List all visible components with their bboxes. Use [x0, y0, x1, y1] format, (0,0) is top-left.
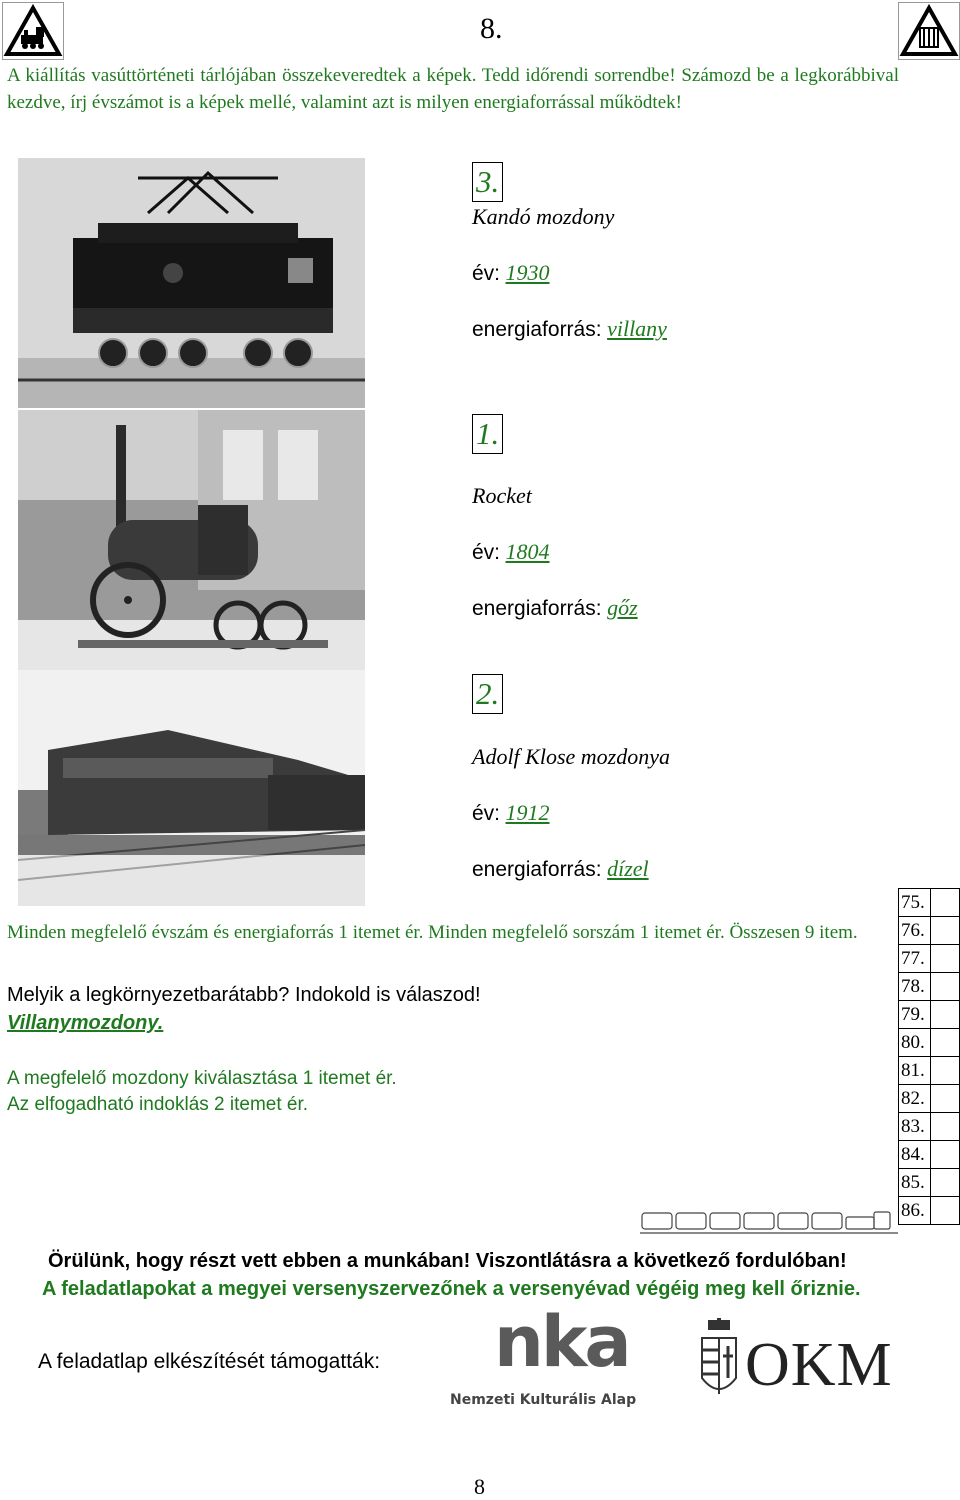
score-box[interactable] — [931, 1169, 960, 1197]
score-box[interactable] — [931, 917, 960, 945]
score-row-number: 76. — [899, 917, 931, 945]
score-row — [899, 1001, 960, 1029]
train-decoration-icon — [640, 1208, 898, 1236]
card-2-name: Rocket — [472, 483, 532, 508]
closing-message: Örülünk, hogy részt vett ebben a munkában! Viszontlátásra a következő fordulóban! — [48, 1250, 847, 1272]
score-row — [899, 1029, 960, 1057]
score-row-number: 85. — [899, 1169, 931, 1197]
score-row — [899, 1057, 960, 1085]
score-row-number: 75. — [899, 889, 931, 917]
score-row — [899, 889, 960, 917]
score-row — [899, 917, 960, 945]
task-number: 8. — [480, 12, 503, 45]
task-instructions: A kiállítás vasúttörténeti tárlójában összekeveredtek a képek. Tedd időrendi sorrendbe! Számozd be a legkorábbival kezdve, írj évszámot is a képek mellé, valamint azt is milyen energiaforrással működtek! — [7, 65, 899, 113]
score-box[interactable] — [931, 973, 960, 1001]
score-box[interactable] — [931, 889, 960, 917]
card-3-name: Adolf Klose mozdonya — [472, 744, 670, 769]
okm-logo-text: OKM — [745, 1331, 893, 1399]
score-row-number: 80. — [899, 1029, 931, 1057]
score-box[interactable] — [931, 1113, 960, 1141]
score-row — [899, 1085, 960, 1113]
question-text: Melyik a legkörnyezetbarátabb? Indokold is válaszod! — [7, 984, 481, 1006]
card-1-name: Kandó mozdony — [472, 204, 615, 229]
score-box[interactable] — [931, 1001, 960, 1029]
scoring-note-1: A megfelelő mozdony kiválasztása 1 itemet ér. — [7, 1068, 397, 1089]
card-3-year: év: 1912 — [472, 800, 550, 825]
score-row — [899, 1197, 960, 1225]
score-box[interactable] — [931, 1141, 960, 1169]
score-row — [899, 1169, 960, 1197]
card-3-energy: energiaforrás: dízel — [472, 856, 649, 881]
page-number: 8 — [474, 1474, 485, 1499]
card-1-order-number: 3. — [472, 162, 503, 202]
score-row-number: 81. — [899, 1057, 931, 1085]
score-row-number: 82. — [899, 1085, 931, 1113]
scoring-note-2: Az elfogadható indoklás 2 itemet ér. — [7, 1094, 309, 1115]
card-2-year: év: 1804 — [472, 539, 550, 564]
score-row — [899, 973, 960, 1001]
okm-coat-of-arms-icon — [698, 1318, 740, 1410]
closing-instruction: A feladatlapokat a megyei versenyszervezőnek a versenyévad végéig meg kell őriznie. — [42, 1278, 861, 1300]
train-warning-sign-icon — [2, 2, 64, 60]
score-row — [899, 1141, 960, 1169]
scoring-instructions: Minden megfelelő évszám és energiaforrás 1 itemet ér. Minden megfelelő sorszám 1 itemet ér. Összesen 9 item. — [7, 922, 858, 943]
support-label: A feladatlap elkészítését támogatták: — [38, 1350, 381, 1373]
card-1-year: év: 1930 — [472, 260, 550, 285]
card-1-energy: energiaforrás: villany — [472, 316, 667, 341]
score-row-number: 83. — [899, 1113, 931, 1141]
rocket-locomotive-photo — [18, 410, 365, 670]
score-box[interactable] — [931, 1085, 960, 1113]
score-row — [899, 945, 960, 973]
score-box[interactable] — [931, 945, 960, 973]
score-box[interactable] — [931, 1029, 960, 1057]
score-row — [899, 1113, 960, 1141]
score-row-number: 78. — [899, 973, 931, 1001]
score-row-number: 84. — [899, 1141, 931, 1169]
nka-logo-mark: nka — [494, 1301, 629, 1383]
adolf-klose-locomotive-photo — [18, 670, 365, 906]
score-box[interactable] — [931, 1197, 960, 1225]
card-3-order-number: 2. — [472, 674, 503, 714]
answer-text: Villanymozdony. — [7, 1012, 164, 1034]
card-2-order-number: 1. — [472, 414, 503, 454]
card-2-energy: energiaforrás: gőz — [472, 595, 638, 620]
kando-locomotive-photo — [18, 158, 365, 408]
nka-logo-name: Nemzeti Kulturális Alap — [450, 1392, 637, 1408]
score-table — [898, 888, 960, 1225]
score-row-number: 79. — [899, 1001, 931, 1029]
score-row-number: 86. — [899, 1197, 931, 1225]
score-row-number: 77. — [899, 945, 931, 973]
score-box[interactable] — [931, 1057, 960, 1085]
railway-crossing-sign-icon — [898, 2, 960, 60]
nka-logo — [450, 1301, 650, 1416]
